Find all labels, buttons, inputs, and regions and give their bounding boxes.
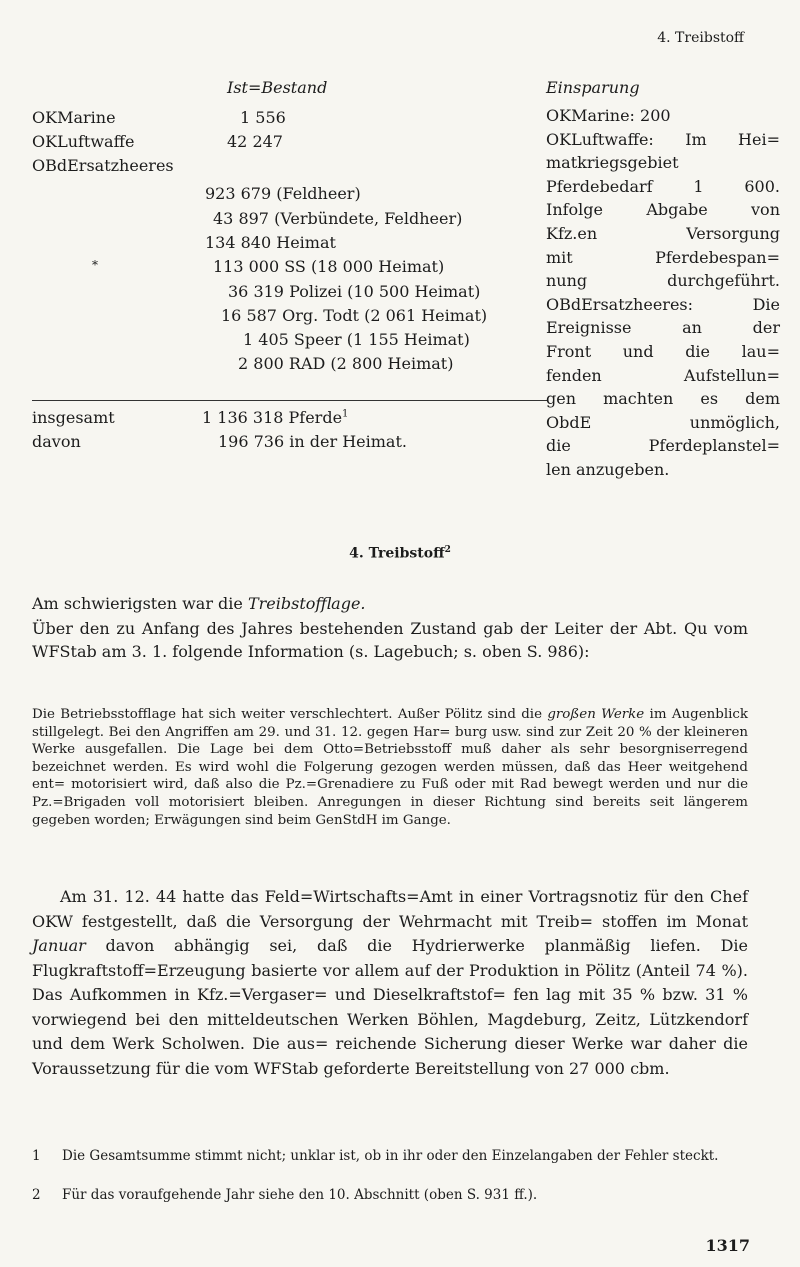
einsparung-line: matkriegsgebiet (546, 153, 679, 173)
einsparung-line: ObdE unmöglich, (546, 412, 780, 432)
sub-row: 1 405 Speer (1 155 Heimat) (243, 330, 470, 349)
sub-row: 16 587 Org. Todt (2 061 Heimat) (221, 306, 488, 325)
einsparung-line: fenden Aufstellun= (546, 365, 780, 385)
einsparung-line: nung durchgeführt. (546, 271, 780, 291)
sub-row: 2 800 RAD (2 800 Heimat) (238, 354, 454, 373)
row-value: 1 556 (240, 108, 286, 127)
einsparung-line: OBdErsatzheeres: Die (546, 294, 780, 314)
paragraph-1: Am schwierigsten war die Treibstofflage. (32, 594, 366, 613)
row-org: OBdErsatzheeres (32, 156, 174, 175)
einsparung-line: Ereignisse an der (546, 318, 780, 338)
margin-mark: * (92, 258, 98, 272)
einsparung-line: gen machten es dem (546, 389, 780, 409)
einsparung-text (546, 104, 780, 482)
footnote-text: Die Gesamtsumme stimmt nicht; unklar ist, ob in ihr oder den Einzelangaben der Fehler steckt. (62, 1148, 719, 1164)
einsparung-line: Pferdebedarf 1 600. (546, 176, 780, 196)
davon-label: davon (32, 432, 81, 451)
sub-row: 113 000 SS (18 000 Heimat) (213, 257, 445, 276)
einsparung-line: Infolge Abgabe von (546, 200, 780, 220)
footnote-ref: 1 (342, 408, 349, 420)
running-header: 4. Treibstoff (657, 30, 744, 46)
sum-rule (32, 400, 547, 401)
einsparung-line: Front und die lau= (546, 341, 780, 361)
sub-row: 36 319 Polizei (10 500 Heimat) (228, 282, 481, 301)
footnote-text: Für das voraufgehende Jahr siehe den 10. Abschnitt (oben S. 931 ff.). (62, 1187, 538, 1203)
footnote-2 (32, 1187, 748, 1205)
total-label: insgesamt (32, 408, 115, 427)
davon-value: 196 736 in der Heimat. (218, 432, 407, 451)
emphasis: Januar (32, 936, 86, 955)
paragraph-3: Am 31. 12. 44 hatte das Feld=Wirtschafts=Amt in einer Vortragsnotiz für den Chef OKW festgestellt, daß die Versorgung der Wehrmacht mit Treib= stoffen im Monat Januar davon abhängig sei, daß die Hydrierwerke planmäßig liefen. Die Flugkraftstoff=Erzeugung basierte vor allem auf der Produktion in Pölitz (Anteil 74 %). Das Aufkommen in Kfz.=Vergaser= und Dieselkraftstof= fen lag mit 35 % bzw. 31 % vorwiegend bei den mitteldeutschen Werken Böhlen, Magdeburg, Zeitz, Lützkendorf und dem Werk Scholwen. Die aus= reichende Sicherung dieser Werke war daher die Voraussetzung für die vom WFStab geforderte Bereitstellung von 27 000 cbm. (32, 887, 748, 1078)
sub-row: 923 679 (Feldheer) (205, 184, 361, 203)
footnote-1 (32, 1148, 748, 1166)
footnote-ref: 2 (444, 545, 451, 555)
einsparung-line: Kfz.en Versorgung (546, 223, 780, 243)
einsparung-line: mit Pferdebespan= (546, 247, 780, 267)
paragraph-2: Über den zu Anfang des Jahres bestehenden Zustand gab der Leiter der Abt. Qu vom WFStab am 3. 1. folgende Information (s. Lagebuch; s. oben S. 986): (32, 619, 748, 661)
footnote-mark: 2 (32, 1187, 41, 1203)
emphasis: Treibstofflage. (247, 594, 366, 613)
col-header-einsparung: Einsparung (546, 78, 640, 97)
col-header-ist: Ist=Bestand (227, 78, 328, 97)
block-quote: Die Betriebsstofflage hat sich weiter verschlechtert. Außer Pölitz sind die großen Werke im Augenblick stillgelegt. Bei den Angriffen am 29. und 31. 12. gegen Har= burg usw. sind zur Zeit 20 % der kleineren Werke ausgefallen. Die Lage bei dem Otto=Betriebsstoff muß daher als sehr besorgniserregend bezeichnet werden. Es wird wohl die Folgerung gezogen werden müssen, daß das Heer weitgehend ent= motorisiert wird, daß also die Pz.=Grenadiere zu Fuß oder mit Rad bewegt werden und nur die Pz.=Brigaden voll motorisiert bleiben. Anregungen in dieser Richtung sind bereits seit längerem gegeben worden; Erwägungen sind beim GenStdH im Gange. (32, 707, 748, 828)
row-org: OKLuftwaffe (32, 132, 135, 151)
einsparung-line: len anzugeben. (546, 459, 670, 479)
sub-row: 43 897 (Verbündete, Feldheer) (213, 209, 463, 228)
emphasis: großen Werke (547, 707, 645, 722)
total-value: 1 136 318 Pferde$^1$ (202, 408, 349, 427)
section-title: 4. Treibstoff$^2$ (349, 545, 451, 562)
sub-row: 134 840 Heimat (205, 233, 336, 252)
einsparung-line: die Pferdeplanstel= (546, 436, 780, 456)
row-org: OKMarine (32, 108, 116, 127)
einsparung-column (546, 78, 780, 482)
page-number: 1317 (705, 1236, 750, 1255)
row-value: 42 247 (227, 132, 283, 151)
einsparung-line: OKLuftwaffe: Im Hei= (546, 129, 780, 149)
einsparung-line: OKMarine: 200 (546, 106, 671, 125)
footnote-mark: 1 (32, 1148, 41, 1164)
